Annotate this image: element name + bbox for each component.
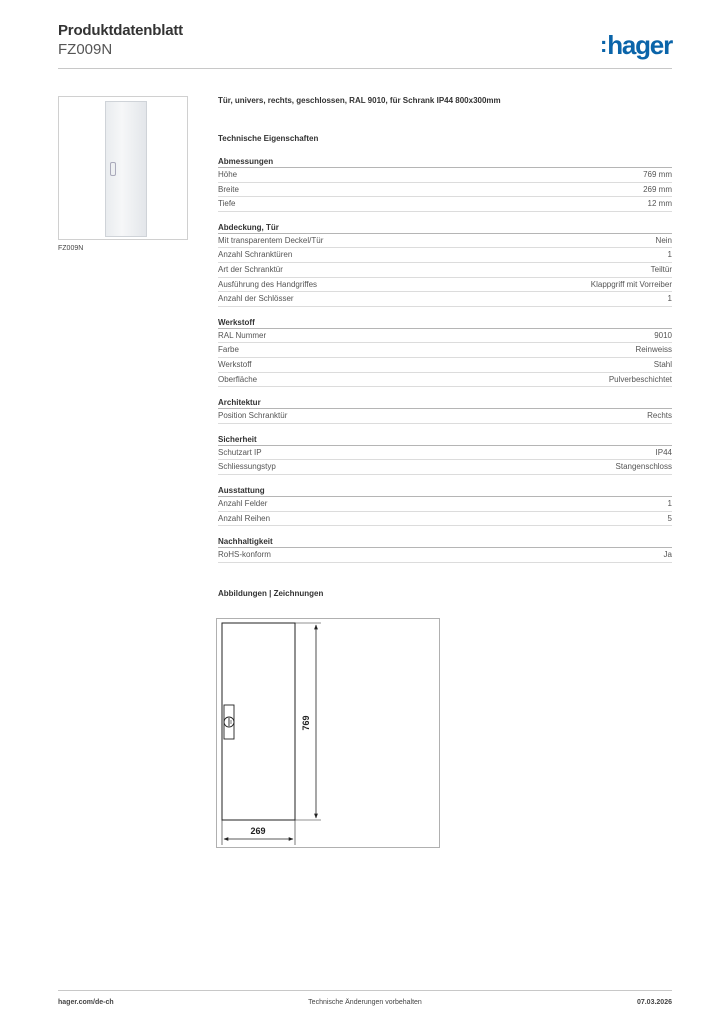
- property-row: [218, 248, 672, 263]
- group-title: Abmessungen: [218, 156, 672, 168]
- door-illustration: [105, 101, 147, 237]
- handle-icon: [110, 162, 116, 176]
- group-title: Nachhaltigkeit: [218, 536, 672, 548]
- property-value: Stahl: [653, 359, 672, 369]
- property-group: [218, 317, 672, 387]
- property-label: RoHS-konform: [218, 550, 271, 560]
- property-row: [218, 373, 672, 388]
- property-row: [218, 168, 672, 183]
- property-group: [218, 434, 672, 475]
- property-label: Schliessungstyp: [218, 462, 276, 472]
- property-row: [218, 358, 672, 373]
- property-row: [218, 343, 672, 358]
- property-value: Klappgriff mit Vorreiber: [590, 279, 672, 289]
- footer-divider: [58, 990, 672, 991]
- property-label: RAL Nummer: [218, 330, 267, 340]
- footer-website-link[interactable]: hager.com/de-ch: [58, 999, 114, 1006]
- property-row: [218, 183, 672, 198]
- property-label: Schutzart IP: [218, 447, 262, 457]
- property-groups: [218, 156, 672, 563]
- property-row: [218, 548, 672, 563]
- header-divider: [58, 68, 672, 69]
- product-details: [218, 96, 672, 601]
- footer-date: 07.03.2026: [636, 999, 672, 1006]
- footer-note: Technische Änderungen vorbehalten: [308, 999, 422, 1006]
- property-value: 1: [667, 294, 672, 304]
- logo-text: hager: [607, 30, 672, 60]
- document-title: Produktdatenblatt: [58, 22, 183, 39]
- property-value: Reinweiss: [635, 345, 672, 355]
- group-title: Architektur: [218, 397, 672, 409]
- property-label: Anzahl Schranktüren: [218, 250, 293, 260]
- property-group: [218, 222, 672, 307]
- property-group: [218, 397, 672, 424]
- page-header: [58, 22, 672, 70]
- property-label: Oberfläche: [218, 374, 258, 384]
- property-value: 5: [667, 513, 672, 523]
- page-footer: [58, 999, 672, 1011]
- property-value: Nein: [655, 235, 672, 245]
- property-row: [218, 512, 672, 527]
- property-value: Rechts: [647, 411, 672, 421]
- property-label: Farbe: [218, 345, 239, 355]
- property-label: Anzahl Reihen: [218, 513, 271, 523]
- property-value: Ja: [663, 550, 672, 560]
- property-value: 1: [667, 250, 672, 260]
- property-value: 9010: [654, 330, 672, 340]
- lock-icon: [224, 705, 234, 739]
- height-dimension-label: 769: [301, 715, 311, 731]
- property-row: [218, 278, 672, 293]
- group-title: Werkstoff: [218, 317, 672, 329]
- hager-logo: :hager: [600, 30, 672, 60]
- group-title: Abdeckung, Tür: [218, 222, 672, 234]
- property-value: 269 mm: [643, 184, 672, 194]
- property-label: Tiefe: [218, 199, 236, 209]
- property-value: Pulverbeschichtet: [608, 374, 672, 384]
- property-label: Ausführung des Handgriffes: [218, 279, 318, 289]
- figures-title: Abbildungen | Zeichnungen: [218, 588, 324, 598]
- property-label: Position Schranktür: [218, 411, 288, 421]
- property-value: 12 mm: [647, 199, 672, 209]
- property-row: [218, 292, 672, 307]
- property-group: [218, 156, 672, 212]
- property-row: [218, 460, 672, 475]
- property-group: [218, 536, 672, 563]
- drawing-svg: [217, 619, 441, 849]
- property-row: [218, 409, 672, 424]
- property-row: [218, 497, 672, 512]
- property-value: Teiltür: [650, 264, 672, 274]
- property-label: Werkstoff: [218, 359, 252, 369]
- technical-drawing: [216, 618, 440, 848]
- technical-heading: Technische Eigenschaften: [218, 134, 319, 143]
- property-row: [218, 263, 672, 278]
- group-title: Sicherheit: [218, 434, 672, 446]
- property-value: 1: [667, 498, 672, 508]
- property-row: [218, 446, 672, 461]
- property-label: Mit transparentem Deckel/Tür: [218, 235, 324, 245]
- property-group: [218, 485, 672, 526]
- group-title: Ausstattung: [218, 485, 672, 497]
- property-label: Anzahl Felder: [218, 498, 268, 508]
- property-label: Anzahl der Schlösser: [218, 294, 294, 304]
- property-label: Breite: [218, 184, 239, 194]
- property-label: Höhe: [218, 170, 238, 179]
- article-number: FZ009N: [58, 41, 113, 58]
- property-row: [218, 234, 672, 249]
- property-row: [218, 197, 672, 212]
- product-image: [58, 96, 188, 240]
- product-image-caption: FZ009N: [58, 245, 84, 252]
- property-value: IP44: [655, 447, 672, 457]
- property-value: Stangenschloss: [615, 462, 672, 472]
- property-label: Art der Schranktür: [218, 264, 283, 274]
- property-value: 769 mm: [643, 170, 672, 179]
- product-description: Tür, univers, rechts, geschlossen, RAL 9010, für Schrank IP44 800x300mm: [218, 96, 501, 105]
- property-row: [218, 329, 672, 344]
- width-dimension-label: 269: [250, 826, 266, 836]
